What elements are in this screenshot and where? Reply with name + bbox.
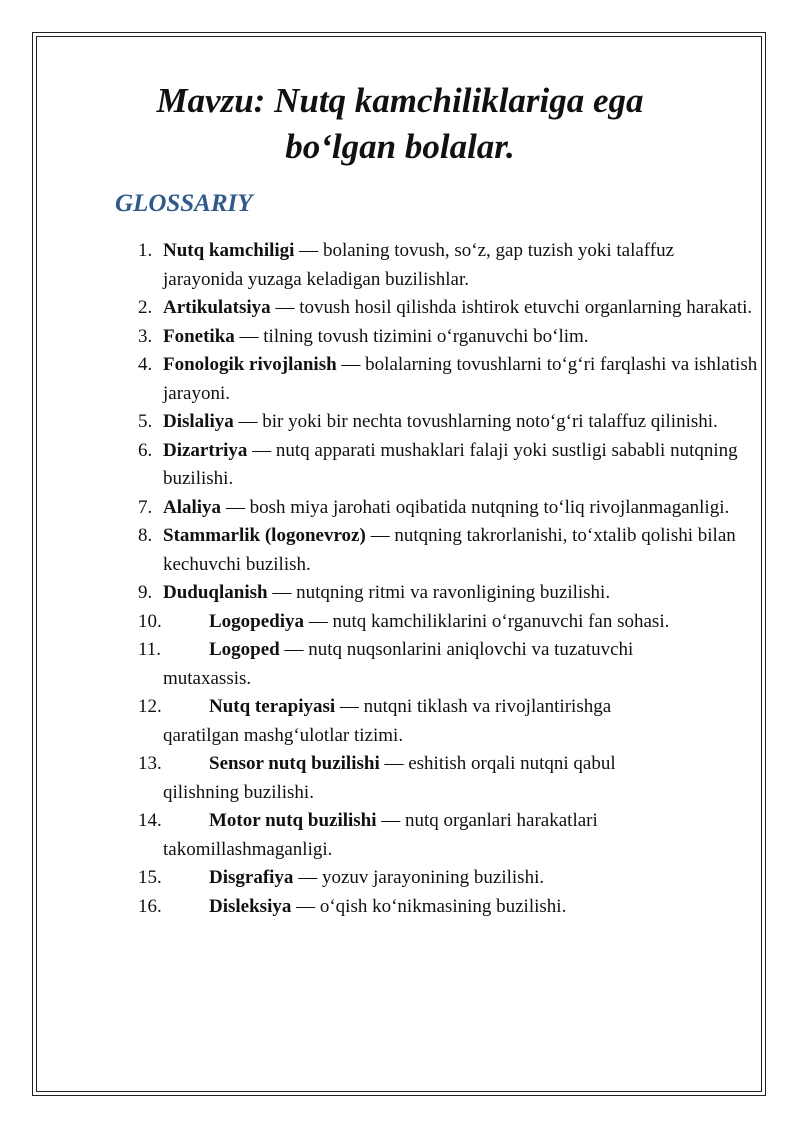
item-term: Nutq terapiyasi xyxy=(209,696,336,717)
item-definition: tilning tovush tizimini o‘rganuvchi bo‘lim. xyxy=(263,325,589,347)
item-term: Dizartriya xyxy=(163,439,248,461)
item-definition: bolalarning tovushlarni to‘g‘ri farqlashi va ishlatish jarayoni. xyxy=(163,354,758,404)
glossary-item xyxy=(138,437,758,494)
item-term: Fonetika xyxy=(163,325,235,347)
item-definition: eshitish orqali nutqni qabul xyxy=(408,753,616,774)
item-first-line xyxy=(163,893,758,922)
item-first-line xyxy=(163,807,758,836)
item-dash: — xyxy=(336,354,366,375)
item-dash: — xyxy=(267,582,297,603)
item-first-line xyxy=(163,750,758,779)
item-definition: bolaning tovush, so‘z, gap tuzish yoki talaffuz jarayonida yuzaga keladigan buzilishlar. xyxy=(163,240,675,290)
item-dash: — xyxy=(279,639,309,660)
item-number: 14. xyxy=(138,810,162,831)
item-term: Logopediya xyxy=(209,610,305,632)
item-dash: — xyxy=(270,297,300,318)
glossary-item xyxy=(138,323,758,352)
item-number: 9. xyxy=(138,582,153,603)
item-definition: o‘qish ko‘nikmasining buzilishi. xyxy=(319,895,567,917)
item-definition: nutqning ritmi va ravonligining buzilishi. xyxy=(296,582,611,603)
glossary-item xyxy=(138,636,758,693)
item-first-line xyxy=(163,608,758,637)
item-number: 7. xyxy=(138,496,153,518)
glossary-item xyxy=(138,579,758,608)
glossary-item xyxy=(138,864,758,893)
glossary-item xyxy=(138,237,758,294)
item-dash: — xyxy=(233,411,263,432)
item-term: Sensor nutq buzilishi xyxy=(209,753,380,774)
item-number: 1. xyxy=(138,240,153,261)
item-number: 13. xyxy=(138,753,162,774)
glossary-heading: GLOSSARIY xyxy=(115,190,253,217)
item-number: 12. xyxy=(138,696,162,717)
item-term: Dislaliya xyxy=(163,411,234,432)
item-dash: — xyxy=(247,439,276,461)
item-definition: nutq organlari harakatlari xyxy=(405,810,598,831)
item-term: Disleksiya xyxy=(209,895,292,917)
item-dash: — xyxy=(234,325,264,347)
glossary-item xyxy=(138,294,758,323)
glossary-item xyxy=(138,893,758,922)
item-number: 16. xyxy=(138,895,162,917)
item-term: Motor nutq buzilishi xyxy=(209,810,377,831)
item-definition-continued: qaratilgan mashg‘ulotlar tizimi. xyxy=(163,724,404,746)
item-definition: bir yoki bir nechta tovushlarning noto‘g‘ri talaffuz qilinishi. xyxy=(262,411,718,432)
glossary-item xyxy=(138,693,758,750)
item-term: Alaliya xyxy=(163,496,222,518)
item-definition: yozuv jarayonining buzilishi. xyxy=(321,867,545,888)
item-term: Stammarlik (logonevroz) xyxy=(163,525,366,546)
item-number: 10. xyxy=(138,610,162,632)
item-definition: nutq nuqsonlarini aniqlovchi va tuzatuvchi xyxy=(308,639,634,660)
item-definition: bosh miya jarohati oqibatida nutqning to‘liq rivojlanmaganligi. xyxy=(249,496,730,518)
glossary-item xyxy=(138,408,758,437)
item-definition-continued: takomillashmaganligi. xyxy=(163,838,333,860)
item-term: Fonologik rivojlanish xyxy=(163,354,337,375)
page-title xyxy=(60,78,740,170)
glossary-item xyxy=(138,750,758,807)
glossary-item xyxy=(138,807,758,864)
glossary-list xyxy=(138,237,758,921)
page-title-line-2: bo‘lgan bolalar. xyxy=(285,127,515,166)
item-definition: nutqning takrorlanishi, to‘xtalib qolishi bilan kechuvchi buzilish. xyxy=(163,525,736,575)
item-number: 6. xyxy=(138,439,153,461)
item-term: Artikulatsiya xyxy=(163,297,271,318)
item-number: 8. xyxy=(138,525,153,546)
item-definition: nutq kamchiliklarini o‘rganuvchi fan sohasi. xyxy=(332,610,670,632)
glossary-item xyxy=(138,522,758,579)
item-dash: — xyxy=(221,496,250,518)
item-definition: tovush hosil qilishda ishtirok etuvchi organlarning harakati. xyxy=(299,297,753,318)
item-dash: — xyxy=(379,753,409,774)
item-definition: nutqni tiklash va rivojlantirishga xyxy=(363,696,612,717)
item-number: 4. xyxy=(138,354,153,375)
item-definition-continued: mutaxassis. xyxy=(163,667,252,689)
item-number: 11. xyxy=(138,639,162,660)
item-dash: — xyxy=(304,610,333,632)
item-dash: — xyxy=(291,895,320,917)
page-title-line-1: Mavzu: Nutq kamchiliklariga ega xyxy=(156,81,644,120)
glossary-item xyxy=(138,608,758,637)
item-term: Nutq kamchiligi xyxy=(163,240,295,261)
item-term: Duduqlanish xyxy=(163,582,268,603)
item-number: 2. xyxy=(138,297,153,318)
item-dash: — xyxy=(376,810,406,831)
item-dash: — xyxy=(294,240,323,261)
item-number: 15. xyxy=(138,867,162,888)
item-first-line xyxy=(163,864,758,893)
item-definition: nutq apparati mushaklari falaji yoki sustligi sababli nutqning buzilishi. xyxy=(163,439,738,489)
item-first-line xyxy=(163,636,758,665)
item-first-line xyxy=(163,693,758,722)
item-dash: — xyxy=(293,867,322,888)
item-number: 3. xyxy=(138,325,153,347)
item-number: 5. xyxy=(138,411,153,432)
item-term: Disgrafiya xyxy=(209,867,294,888)
glossary-item xyxy=(138,351,758,408)
item-dash: — xyxy=(335,696,364,717)
item-definition-continued: qilishning buzilishi. xyxy=(163,781,314,803)
glossary-item xyxy=(138,494,758,523)
item-dash: — xyxy=(365,525,395,546)
item-term: Logoped xyxy=(209,639,280,660)
